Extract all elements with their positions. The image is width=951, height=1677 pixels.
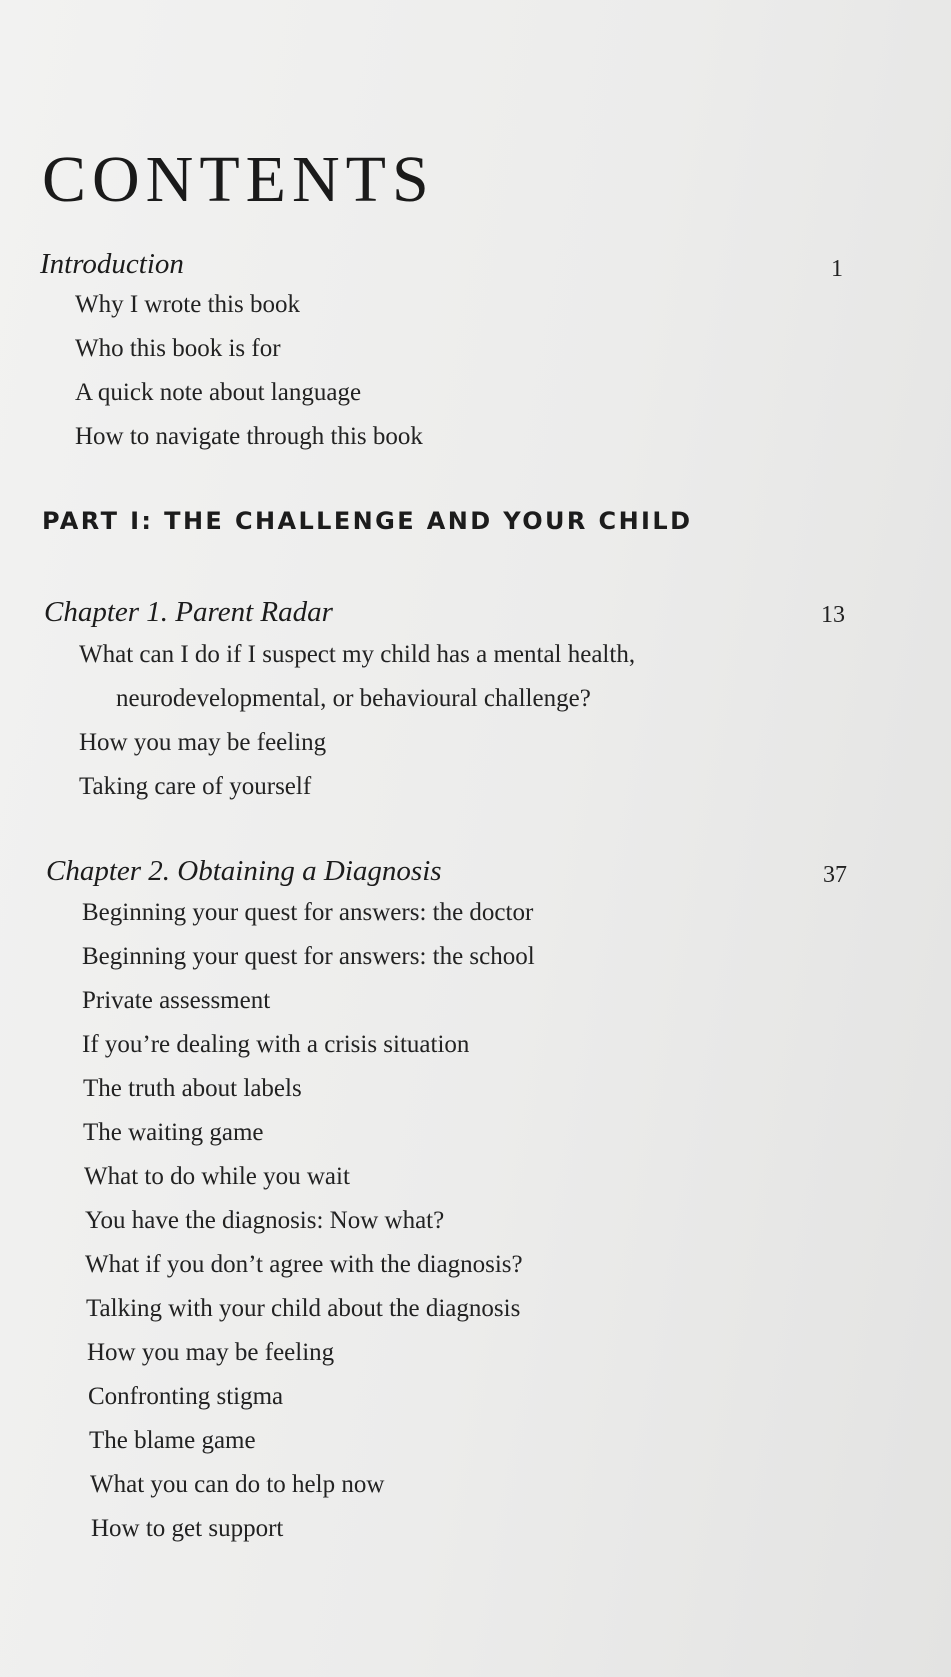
toc-item: Taking care of yourself [79, 773, 312, 800]
toc-item: Talking with your child about the diagnosis [86, 1295, 521, 1322]
toc-item: A quick note about language [75, 379, 362, 406]
toc-item-continued: neurodevelopmental, or behavioural challenge? [116, 685, 591, 712]
toc-item: How you may be feeling [87, 1339, 335, 1366]
intro-heading: Introduction [40, 248, 184, 280]
chapter-1-page-number: 13 [821, 602, 845, 628]
toc-item: The truth about labels [83, 1075, 302, 1102]
toc-item: You have the diagnosis: Now what? [85, 1207, 445, 1234]
toc-item: What if you don’t agree with the diagnosis? [85, 1251, 523, 1278]
toc-item: If you’re dealing with a crisis situation [82, 1031, 470, 1058]
toc-item: Beginning your quest for answers: the doctor [82, 899, 534, 926]
toc-item: Private assessment [82, 987, 271, 1014]
toc-item: How you may be feeling [79, 729, 327, 756]
toc-item: What to do while you wait [84, 1163, 350, 1190]
toc-item: What you can do to help now [90, 1471, 385, 1498]
intro-page-number: 1 [831, 256, 843, 282]
toc-item: How to get support [91, 1515, 284, 1542]
toc-item: The blame game [89, 1427, 256, 1454]
toc-item: What can I do if I suspect my child has a mental health, [79, 641, 636, 668]
part-heading: PART I: THE CHALLENGE AND YOUR CHILD [42, 507, 693, 535]
toc-item: Beginning your quest for answers: the school [82, 943, 535, 970]
toc-item: How to navigate through this book [75, 423, 423, 450]
toc-item: Why I wrote this book [75, 291, 300, 318]
toc-item: Who this book is for [75, 335, 281, 362]
page-title: CONTENTS [42, 143, 435, 216]
bleed-through-text [470, 120, 930, 304]
chapter-1-heading: Chapter 1. Parent Radar [44, 596, 333, 628]
chapter-2-page-number: 37 [823, 862, 847, 888]
toc-item: Confronting stigma [88, 1383, 284, 1410]
chapter-2-heading: Chapter 2. Obtaining a Diagnosis [46, 855, 442, 887]
toc-item: The waiting game [83, 1119, 264, 1146]
